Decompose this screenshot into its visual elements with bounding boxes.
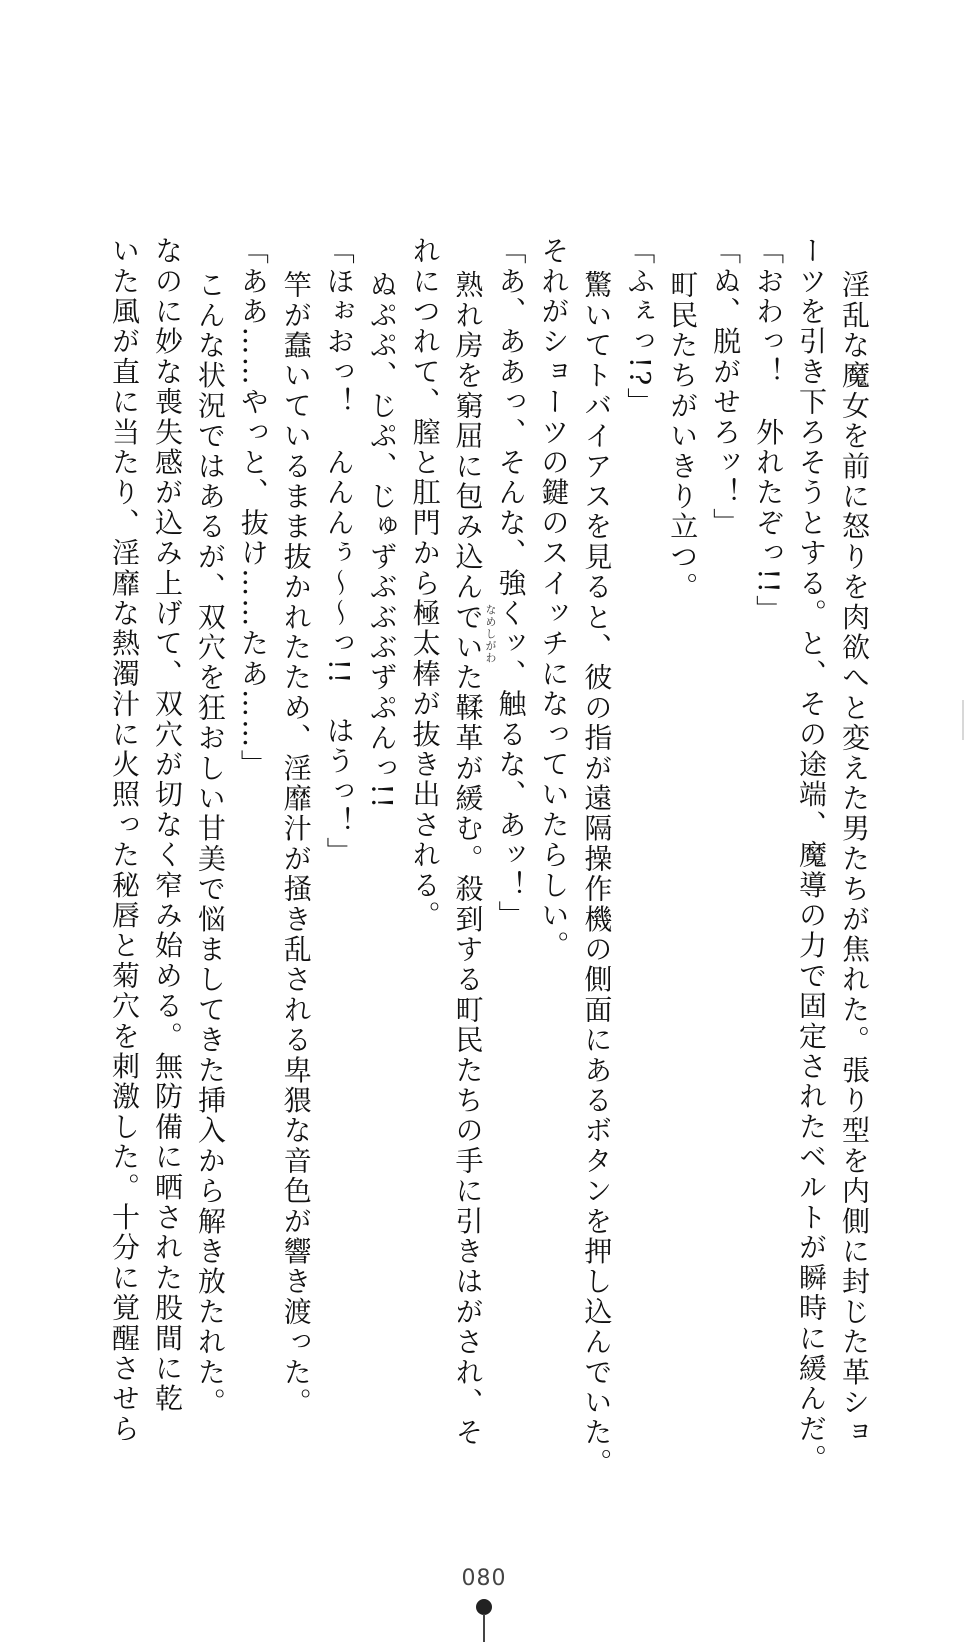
page-marker-dot <box>476 1599 492 1615</box>
text-line-7: 驚いてトバイアスを見ると、彼の指が遠隔操作機の側面にあるボタンを押し込んでいた。 <box>580 270 614 1478</box>
ruby-reading: なめしがわ <box>484 604 497 664</box>
text-line-2: ーツを引き下ろそうとする。と、その途端、魔導の力で固定されたベルトが瞬時に緩んだ。 <box>795 236 828 1475</box>
text-line-16: こんな状況ではあるが、双穴を狂おしい甘美で悩ましてきた挿入から解き放たれた。 <box>193 270 227 1418</box>
text-line-8: それがショーツの鍵のスイッチになっていたらしい。 <box>537 236 571 961</box>
text-line-17: なのに妙な喪失感が込み上げて、双穴が切なく窄み始める。無防備に晒された股間に乾 <box>150 236 184 1414</box>
vertical-text-body <box>104 236 874 1478</box>
page-marker-line <box>483 1614 485 1642</box>
text-line-6: 「ふぇっ!?」 <box>623 236 657 418</box>
text-line-10: 熟れ房を窮屈に包み込んでいた鞣革が緩む。殺到する町民たちの手に引きはがされ、そ <box>451 270 485 1448</box>
text-line-4: 「ぬ、脱がせろッ！」 <box>709 236 743 538</box>
text-line-18: いた風が直に当たり、淫靡な熱濁汁に火照った秘唇と菊穴を刺激した。十分に覚醒させら <box>108 236 141 1444</box>
page-number: 080 <box>461 1566 507 1591</box>
text-line-12: ぬぷぷ、じぷ、じゅずぶぶぶずぷんっ!! <box>365 270 399 811</box>
text-line-11: れにつれて、膣と肛門から極太棒が抜き出される。 <box>408 236 442 931</box>
page-edge-mark <box>962 700 964 740</box>
text-line-1: 淫乱な魔女を前に怒りを肉欲へと変えた男たちが焦れた。張り型を内側に封じた革ショ <box>837 270 871 1448</box>
text-line-14: 竿が蠢いているまま抜かれたため、淫靡汁が掻き乱される卑猥な音色が響き渡った。 <box>279 270 313 1418</box>
text-line-5: 町民たちがいきり立つ。 <box>666 270 700 603</box>
text-line-9: 「あ、ああっ、そんな、強くッ、触るな、あッ！」 <box>494 236 528 931</box>
text-line-15: 「ああ……やっと、抜け……たあ……」 <box>236 236 270 780</box>
text-line-3: 「おわっ！ 外れたぞっ!!」 <box>752 236 786 626</box>
text-line-13: 「ほぉおっ！ んんんぅ〜〜っ!! はうっ！」 <box>322 236 356 867</box>
